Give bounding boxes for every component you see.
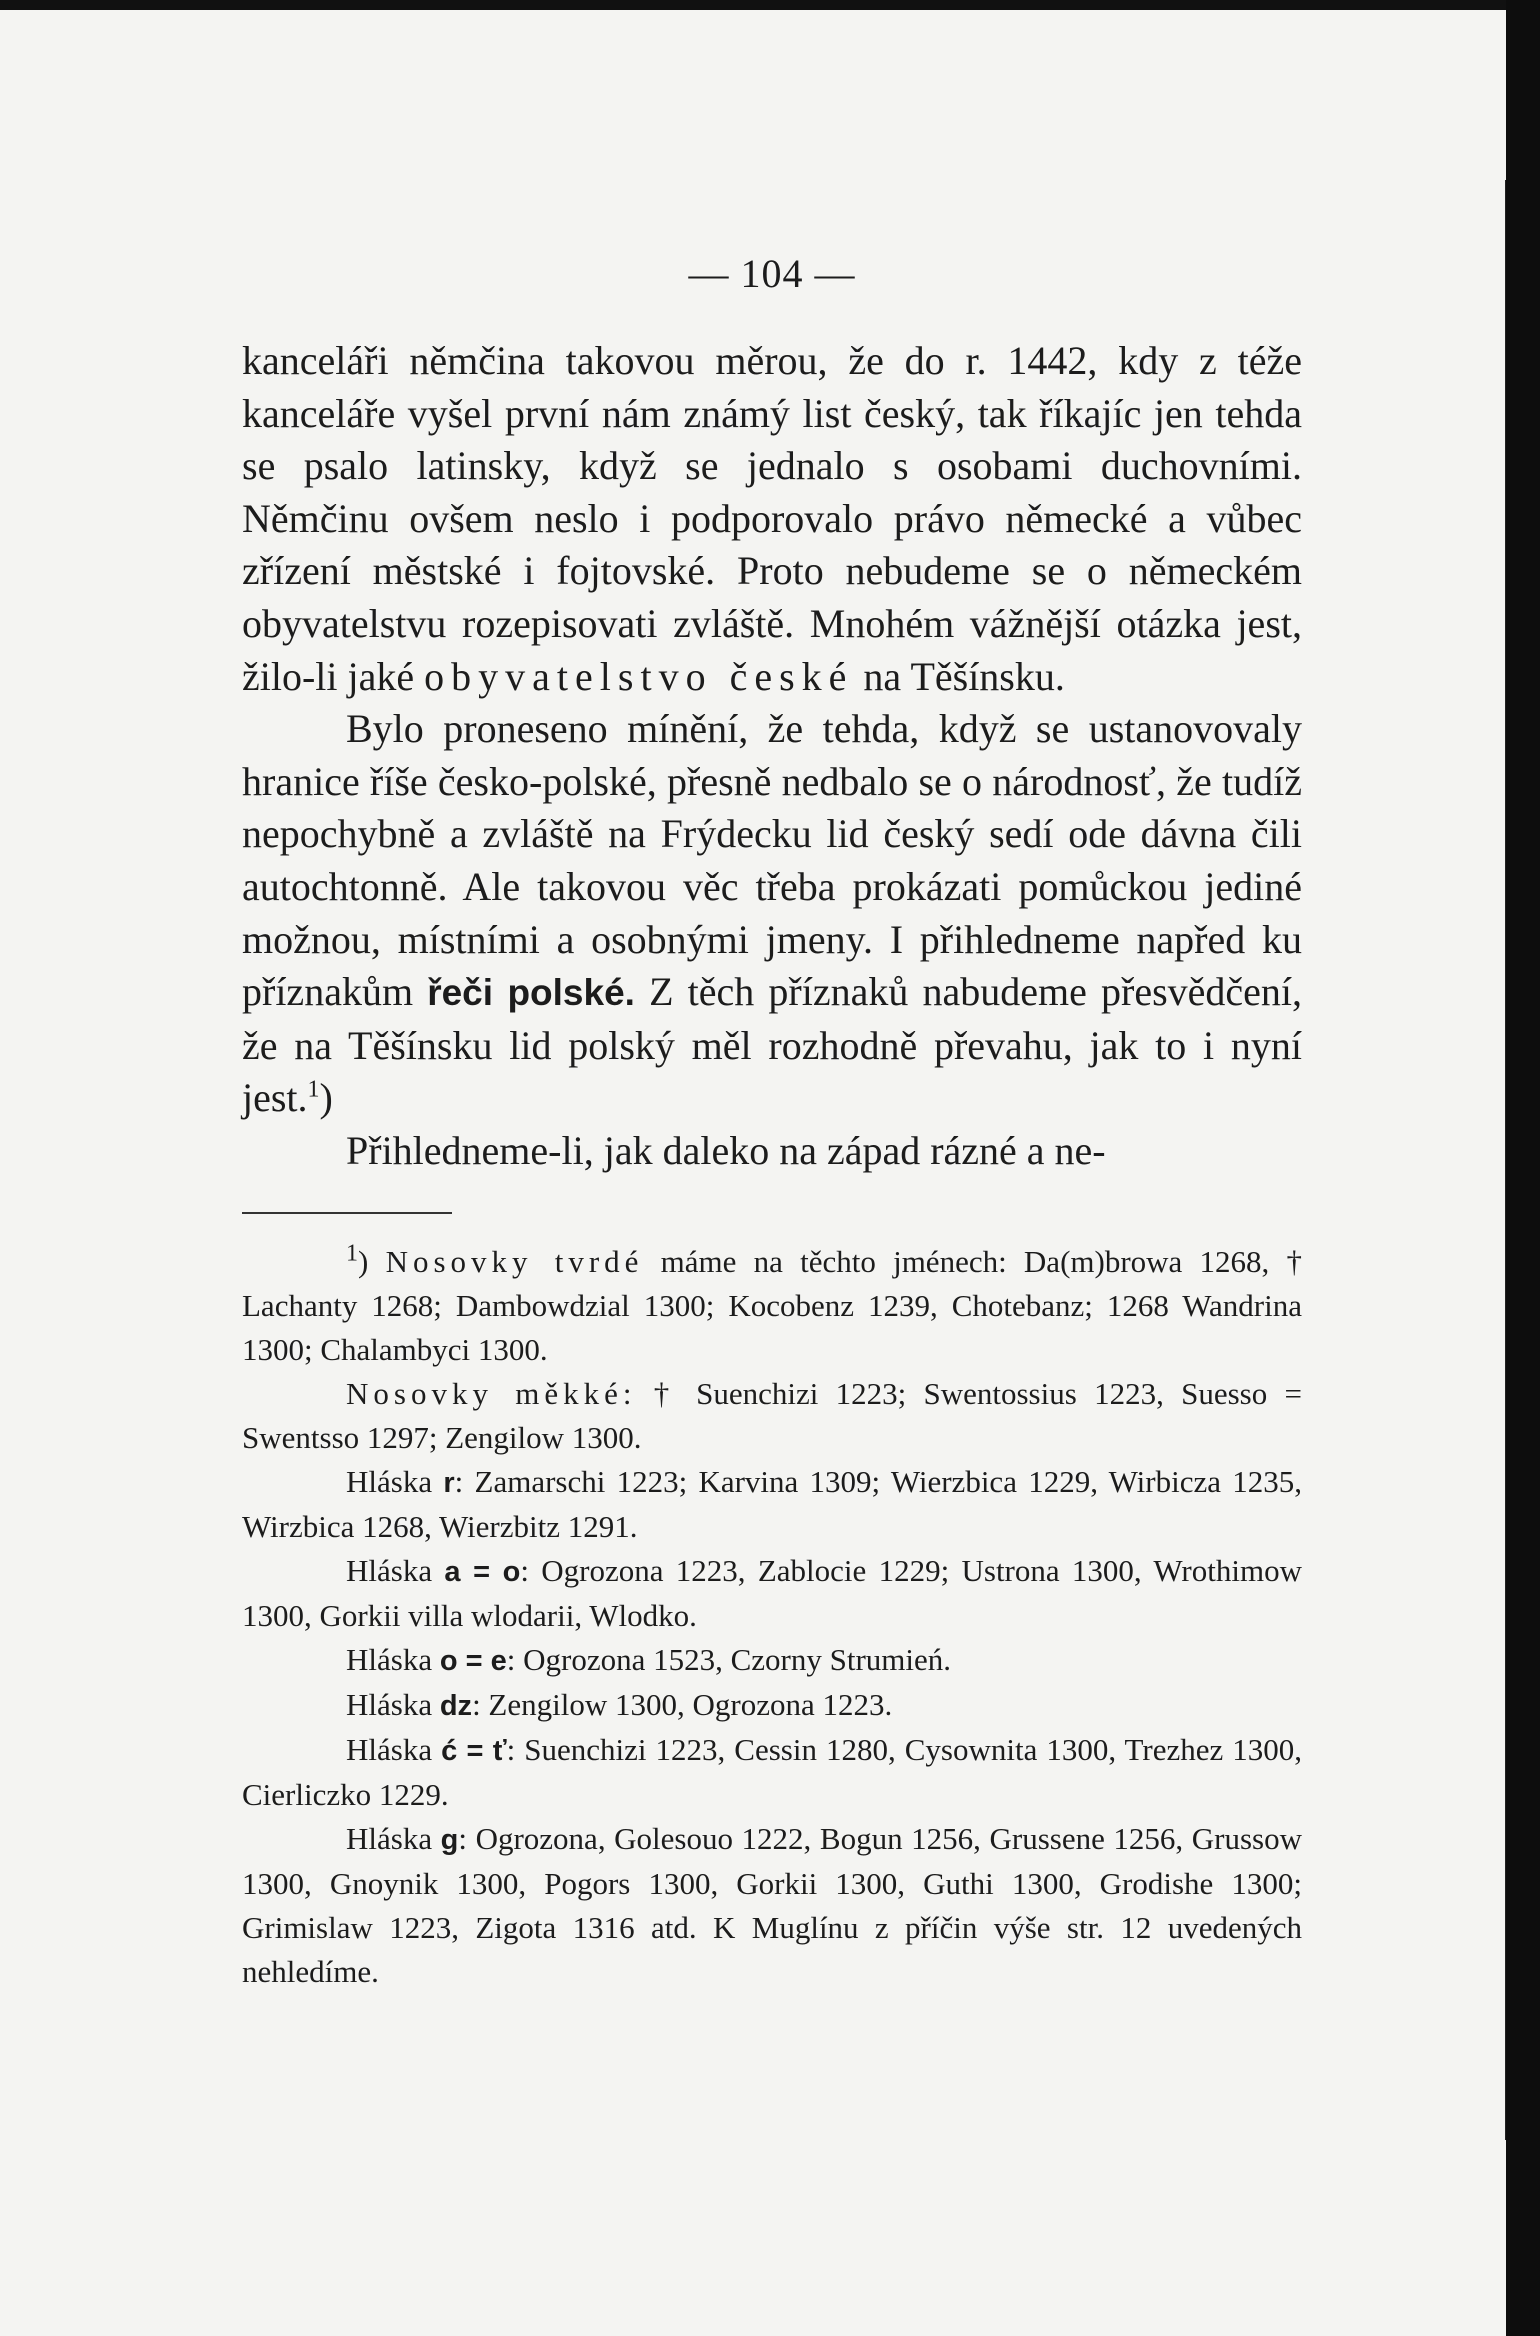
paragraph-2 (242, 703, 1302, 1125)
footnote-3-letter: r (443, 1466, 455, 1499)
footnotes (242, 1240, 1302, 1994)
page-number: — 104 — (688, 251, 856, 296)
footnote-5-text: : Ogrozona 1523, Czorny Strumień. (506, 1641, 952, 1677)
footnote-8-letter: g (440, 1823, 459, 1856)
footnote-6 (242, 1683, 1302, 1728)
footnote-5 (242, 1638, 1302, 1683)
footnote-6-letter: dz (439, 1689, 473, 1722)
footnote-3-label: Hláska (346, 1463, 444, 1499)
footnote-1 (242, 1240, 1302, 1372)
footnote-5-letter: o = e (439, 1644, 507, 1677)
footnote-4-text: : Ogrozona 1223, Zablocie 1229; Ustrona 1300, Wrothimow 1300, Gorkii villa wlodarii, Wlodko. (242, 1552, 1302, 1633)
footnote-6-label: Hláska (346, 1686, 440, 1722)
footnote-7 (242, 1728, 1302, 1817)
scan-edge-right (1506, 0, 1540, 2336)
emphasis-spaced: obyvatelstvo české (424, 653, 854, 699)
footnote-8-label: Hláska (346, 1820, 441, 1856)
footnote-6-text: : Zengilow 1300, Ogrozona 1223. (472, 1686, 893, 1722)
footnote-7-text: : Suenchizi 1223, Cessin 1280, Cysownita 1300, Trezhez 1300, Cierliczko 1229. (242, 1731, 1302, 1812)
footnote-ref: 1 (307, 1076, 320, 1103)
footnote-8-text: : Ogrozona, Golesouo 1222, Bogun 1256, Grussene 1256, Grussow 1300, Gnoynik 1300, Pogors 1300, Gorkii 1300, Guthi 1300, Grodishe 1300; Grimislaw 1223, Zigota 1316 atd. K Muglínu z příčin výše str. 12 uvedených nehledíme. (242, 1820, 1302, 1989)
footnote-1-paren: ) (358, 1243, 386, 1279)
paragraph-2-text-c: Z těch příznaků nabudeme přesvědčení, že na Těšínsku lid polský měl rozhodně převahu, jak to i nyní jest. (242, 969, 1303, 1121)
footnote-7-label: Hláska (346, 1731, 442, 1767)
footnote-5-label: Hláska (346, 1641, 440, 1677)
footnote-marker: 1 (346, 1240, 358, 1267)
paragraph-2-text-a: Bylo proneseno mínění, že tehda, když se ustanovovaly hranice říše česko-polské, přesně nedbalo se o národnosť, že tudíž nepochybně a zvláště na Frýdecku lid český sedí ode dávna čili autochtonně. Ale takovou věc třeba prokázati pomůckou jediné možnou, místními a osobnými jmeny. I přihledneme napřed ku příznakům (242, 706, 1302, 1015)
page (242, 250, 1302, 1994)
emphasis-bold: řeči polské. (427, 972, 635, 1014)
paragraph-1-text-a: kanceláři němčina takovou měrou, že do r. 1442, kdy z téže kanceláře vyšel první nám známý list český, tak říkajíc jen tehda se psalo latinsky, když se jednalo s osobami duchovními. Němčinu ovšem neslo i podporovalo právo německé a vůbec zřízení městské i fojtovské. Proto nebudeme se o německém obyvatelstvu rozepisovati zvláště. Mnohém vážnější otázka jest, žilo-li jaké (242, 338, 1302, 699)
body-text (242, 335, 1302, 1178)
paragraph-3: Přihledneme-li, jak daleko na západ rázné a ne- (346, 1127, 1106, 1173)
scan-edge-top (0, 0, 1540, 10)
footnote-4-letter: a = o (444, 1555, 521, 1588)
footnote-7-letter: ć = ť (441, 1734, 507, 1767)
footnote-3 (242, 1460, 1302, 1549)
footnote-1-spaced: Nosovky tvrdé (385, 1243, 644, 1279)
footnote-8 (242, 1817, 1302, 1994)
footnote-4 (242, 1549, 1302, 1638)
footnote-2-spaced: Nosovky měkké: (346, 1375, 637, 1411)
footnote-4-label: Hláska (346, 1552, 445, 1588)
footnote-1-text: máme na těchto jménech: Da(m)browa 1268, † Lachanty 1268; Dambowdzial 1300; Kocobenz 1239, Chotebanz; 1268 Wandrina 1300; Chalambyci 1300. (242, 1243, 1302, 1367)
footnote-3-text: : Zamarschi 1223; Karvina 1309; Wierzbica 1229, Wirbicza 1235, Wirzbica 1268, Wierzbitz 1291. (242, 1463, 1302, 1544)
footnote-rule (242, 1212, 452, 1214)
paragraph-1-text-c: na Těšínsku. (853, 653, 1065, 699)
footnote-2 (242, 1372, 1302, 1460)
paragraph-2-text-d: ) (319, 1075, 333, 1121)
paragraph-1 (242, 335, 1302, 703)
footnote-2-text: † Suenchizi 1223; Swentossius 1223, Suesso = Swentsso 1297; Zengilow 1300. (242, 1375, 1302, 1455)
